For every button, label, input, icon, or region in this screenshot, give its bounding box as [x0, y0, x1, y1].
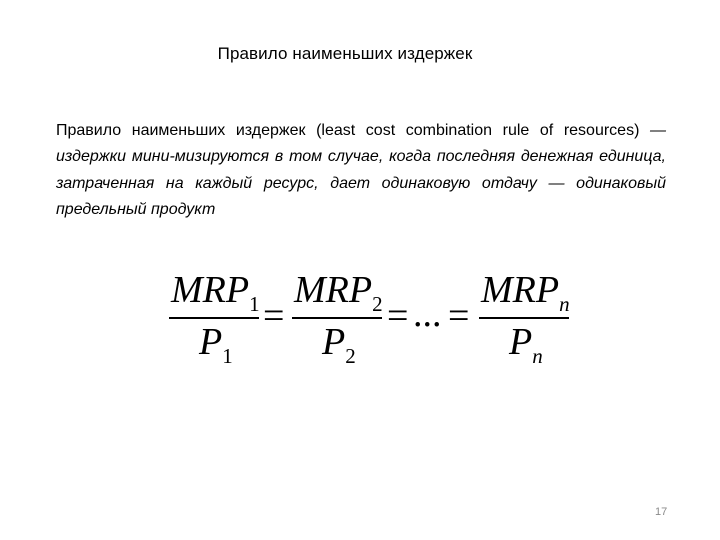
definition-explanation: —издержки мини-мизируются в том случае, когда последняя денежная единица, затраченная на каждый ресурс, дает одинаковую отдачу — одинаковый предельный продукт	[56, 122, 666, 218]
definition-paragraph	[56, 118, 666, 223]
fraction-2	[292, 268, 388, 378]
page-number: 17	[655, 506, 668, 518]
denominator-n: $P_n$	[509, 321, 543, 368]
equals-sign-1: =	[263, 295, 285, 337]
equals-sign-2: =	[387, 295, 409, 337]
fraction-n	[477, 268, 573, 378]
numerator-n: $MRP_n$	[481, 269, 570, 316]
slide-title: Правило наименьших издержек	[217, 44, 473, 63]
denominator-2: $P_2$	[322, 321, 356, 368]
fraction-bar-2	[292, 317, 382, 319]
fraction-bar-n	[479, 317, 569, 319]
fraction-1	[165, 268, 261, 378]
definition-term: Правило наименьших издержек (least cost combination rule of resources)	[56, 122, 640, 139]
numerator-1: $MRP_1$	[171, 269, 260, 316]
numerator-2: $MRP_2$	[294, 269, 383, 316]
fraction-bar-1	[169, 317, 259, 319]
ellipsis: ...	[413, 293, 442, 335]
denominator-1: $P_1$	[199, 321, 233, 368]
equals-sign-3: =	[448, 295, 470, 337]
